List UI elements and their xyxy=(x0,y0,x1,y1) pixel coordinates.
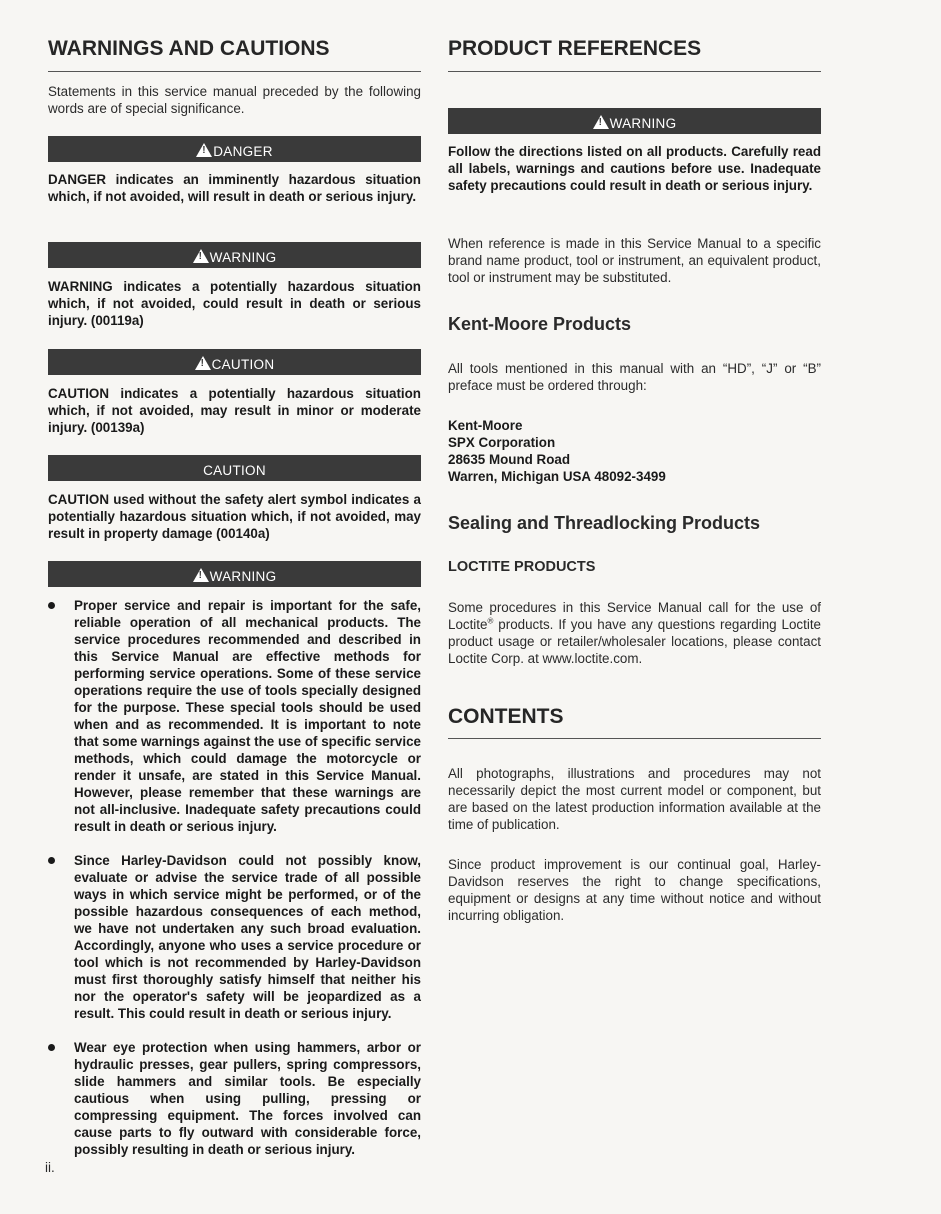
alert-triangle-icon xyxy=(196,143,212,157)
loctite-text xyxy=(448,599,821,667)
warning-list xyxy=(48,597,421,1175)
address-line: SPX Corporation xyxy=(448,435,556,450)
alert-triangle-icon xyxy=(195,356,211,370)
warning-description xyxy=(48,278,421,329)
caution-plain-keyword: CAUTION xyxy=(48,492,109,507)
title-rule xyxy=(448,71,821,72)
page-number: ii. xyxy=(45,1160,55,1175)
warning-text: indicates a potentially hazardous situation which, if not avoided, could result in death or serious injury. (00119a) xyxy=(48,279,421,328)
caution-plain-banner xyxy=(48,455,421,481)
caution-plain-description xyxy=(48,491,421,542)
caution-alert-keyword: CAUTION xyxy=(48,386,109,401)
danger-text: indicates an imminently hazardous situation which, if not avoided, will result in death or serious injury. xyxy=(48,172,421,204)
product-warning-banner xyxy=(448,108,821,134)
caution-plain-text: used without the safety alert symbol indicates a potentially hazardous situation which, if not avoided, may result in property damage (00140a) xyxy=(48,492,421,541)
list-item-text: Proper service and repair is important for the safe, reliable operation of all mechanical products. The service procedures recommended and described in this Service Manual are effective methods for performing service operations. Some of these service operations require the use of tools specially designed for the purpose. These special tools should be used when and as recommended. It is important to note that some warnings against the use of specific service methods, which could damage the motorcycle or render it unsafe, are stated in this Service Manual. However, please remember that these warnings are not all-inclusive. Inadequate safety precautions could result in death or serious injury. xyxy=(74,598,421,834)
product-warning-banner-label: WARNING xyxy=(609,115,677,131)
caution-alert-text: indicates a potentially hazardous situation which, if not avoided, may result in minor or moderate injury. (00139a) xyxy=(48,386,421,435)
product-warning-text: Follow the directions listed on all products. Carefully read all labels, warnings and cautions before use. Inadequate safety precautions could result in death or serious injury. xyxy=(448,144,821,193)
intro-text: Statements in this service manual preceded by the following words are of special significance. xyxy=(48,84,421,116)
list-item-text: Since Harley-Davidson could not possibly know, evaluate or advise the service trade of all possible ways in which service might be performed, or of the possible hazardous consequences of each method, we have not undertaken any such broad evaluation. Accordingly, anyone who uses a service procedure or tool which is not recommended by Harley-Davidson must first thoroughly satisfy himself that neither his nor the operator's safety will be jeopardized as a result. This could result in death or serious injury. xyxy=(74,853,421,1021)
alert-triangle-icon xyxy=(193,568,209,582)
address-line: 28635 Mound Road xyxy=(448,452,571,467)
caution-alert-description xyxy=(48,385,421,436)
kent-moore-title: Kent-Moore Products xyxy=(448,314,632,334)
warning-list-banner-label: WARNING xyxy=(209,568,277,584)
address-line: Kent-Moore xyxy=(448,418,523,433)
caution-alert-banner xyxy=(48,349,421,375)
contents-title: CONTENTS xyxy=(448,705,564,728)
warnings-cautions-title: WARNINGS AND CAUTIONS xyxy=(48,37,330,60)
reference-text: When reference is made in this Service Manual to a specific brand name product, tool or instrument, an equivalent product, tool or instrument may be substituted. xyxy=(448,236,821,285)
alert-triangle-icon xyxy=(193,249,209,263)
caution-alert-banner-label: CAUTION xyxy=(211,356,275,372)
danger-description xyxy=(48,171,421,205)
kent-moore-text: All tools mentioned in this manual with an “HD”, “J” or “B” preface must be ordered through: xyxy=(448,361,821,393)
address-line: Warren, Michigan USA 48092-3499 xyxy=(448,469,666,484)
contents-paragraph-1: All photographs, illustrations and procedures may not necessarily depict the most current model or component, but are based on the latest production information available at the time of publication. xyxy=(448,766,821,832)
kent-moore-address xyxy=(448,417,821,485)
danger-banner xyxy=(48,136,421,162)
sealing-title: Sealing and Threadlocking Products xyxy=(448,513,761,533)
bullet-icon xyxy=(48,602,55,609)
danger-banner-label: DANGER xyxy=(213,143,273,159)
danger-keyword: DANGER xyxy=(48,172,107,187)
registered-mark: ® xyxy=(487,616,494,626)
title-rule xyxy=(448,738,821,739)
list-item xyxy=(48,852,421,1022)
bullet-icon xyxy=(48,1044,55,1051)
warning-banner xyxy=(48,242,421,268)
list-item-text: Wear eye protection when using hammers, arbor or hydraulic presses, gear pullers, spring compressors, slide hammers and similar tools. Be especially cautious when using pulling, pressing or compressing equipment. The forces involved can cause parts to fly outward with considerable force, possibly resulting in death or serious injury. xyxy=(74,1040,421,1157)
warning-keyword: WARNING xyxy=(48,279,113,294)
list-item xyxy=(48,597,421,835)
warning-list-banner xyxy=(48,561,421,587)
contents-paragraph-2: Since product improvement is our continual goal, Harley-Davidson reserves the right to change specifications, equipment or designs at any time without notice and without incurring obligation. xyxy=(448,857,821,923)
bullet-icon xyxy=(48,857,55,864)
product-references-title: PRODUCT REFERENCES xyxy=(448,37,702,60)
loctite-text-before: Some procedures in this Service Manual call for the use of Loctite xyxy=(448,600,821,632)
title-rule xyxy=(48,71,421,72)
loctite-text-after: products. If you have any questions regarding Loctite product usage or retailer/wholesaler locations, please contact Loctite Corp. at www.loctite.com. xyxy=(448,617,821,666)
warning-banner-label: WARNING xyxy=(209,249,277,265)
loctite-subtitle: LOCTITE PRODUCTS xyxy=(448,559,596,575)
alert-triangle-icon xyxy=(593,115,609,129)
caution-plain-banner-label: CAUTION xyxy=(203,462,266,478)
list-item xyxy=(48,1039,421,1158)
